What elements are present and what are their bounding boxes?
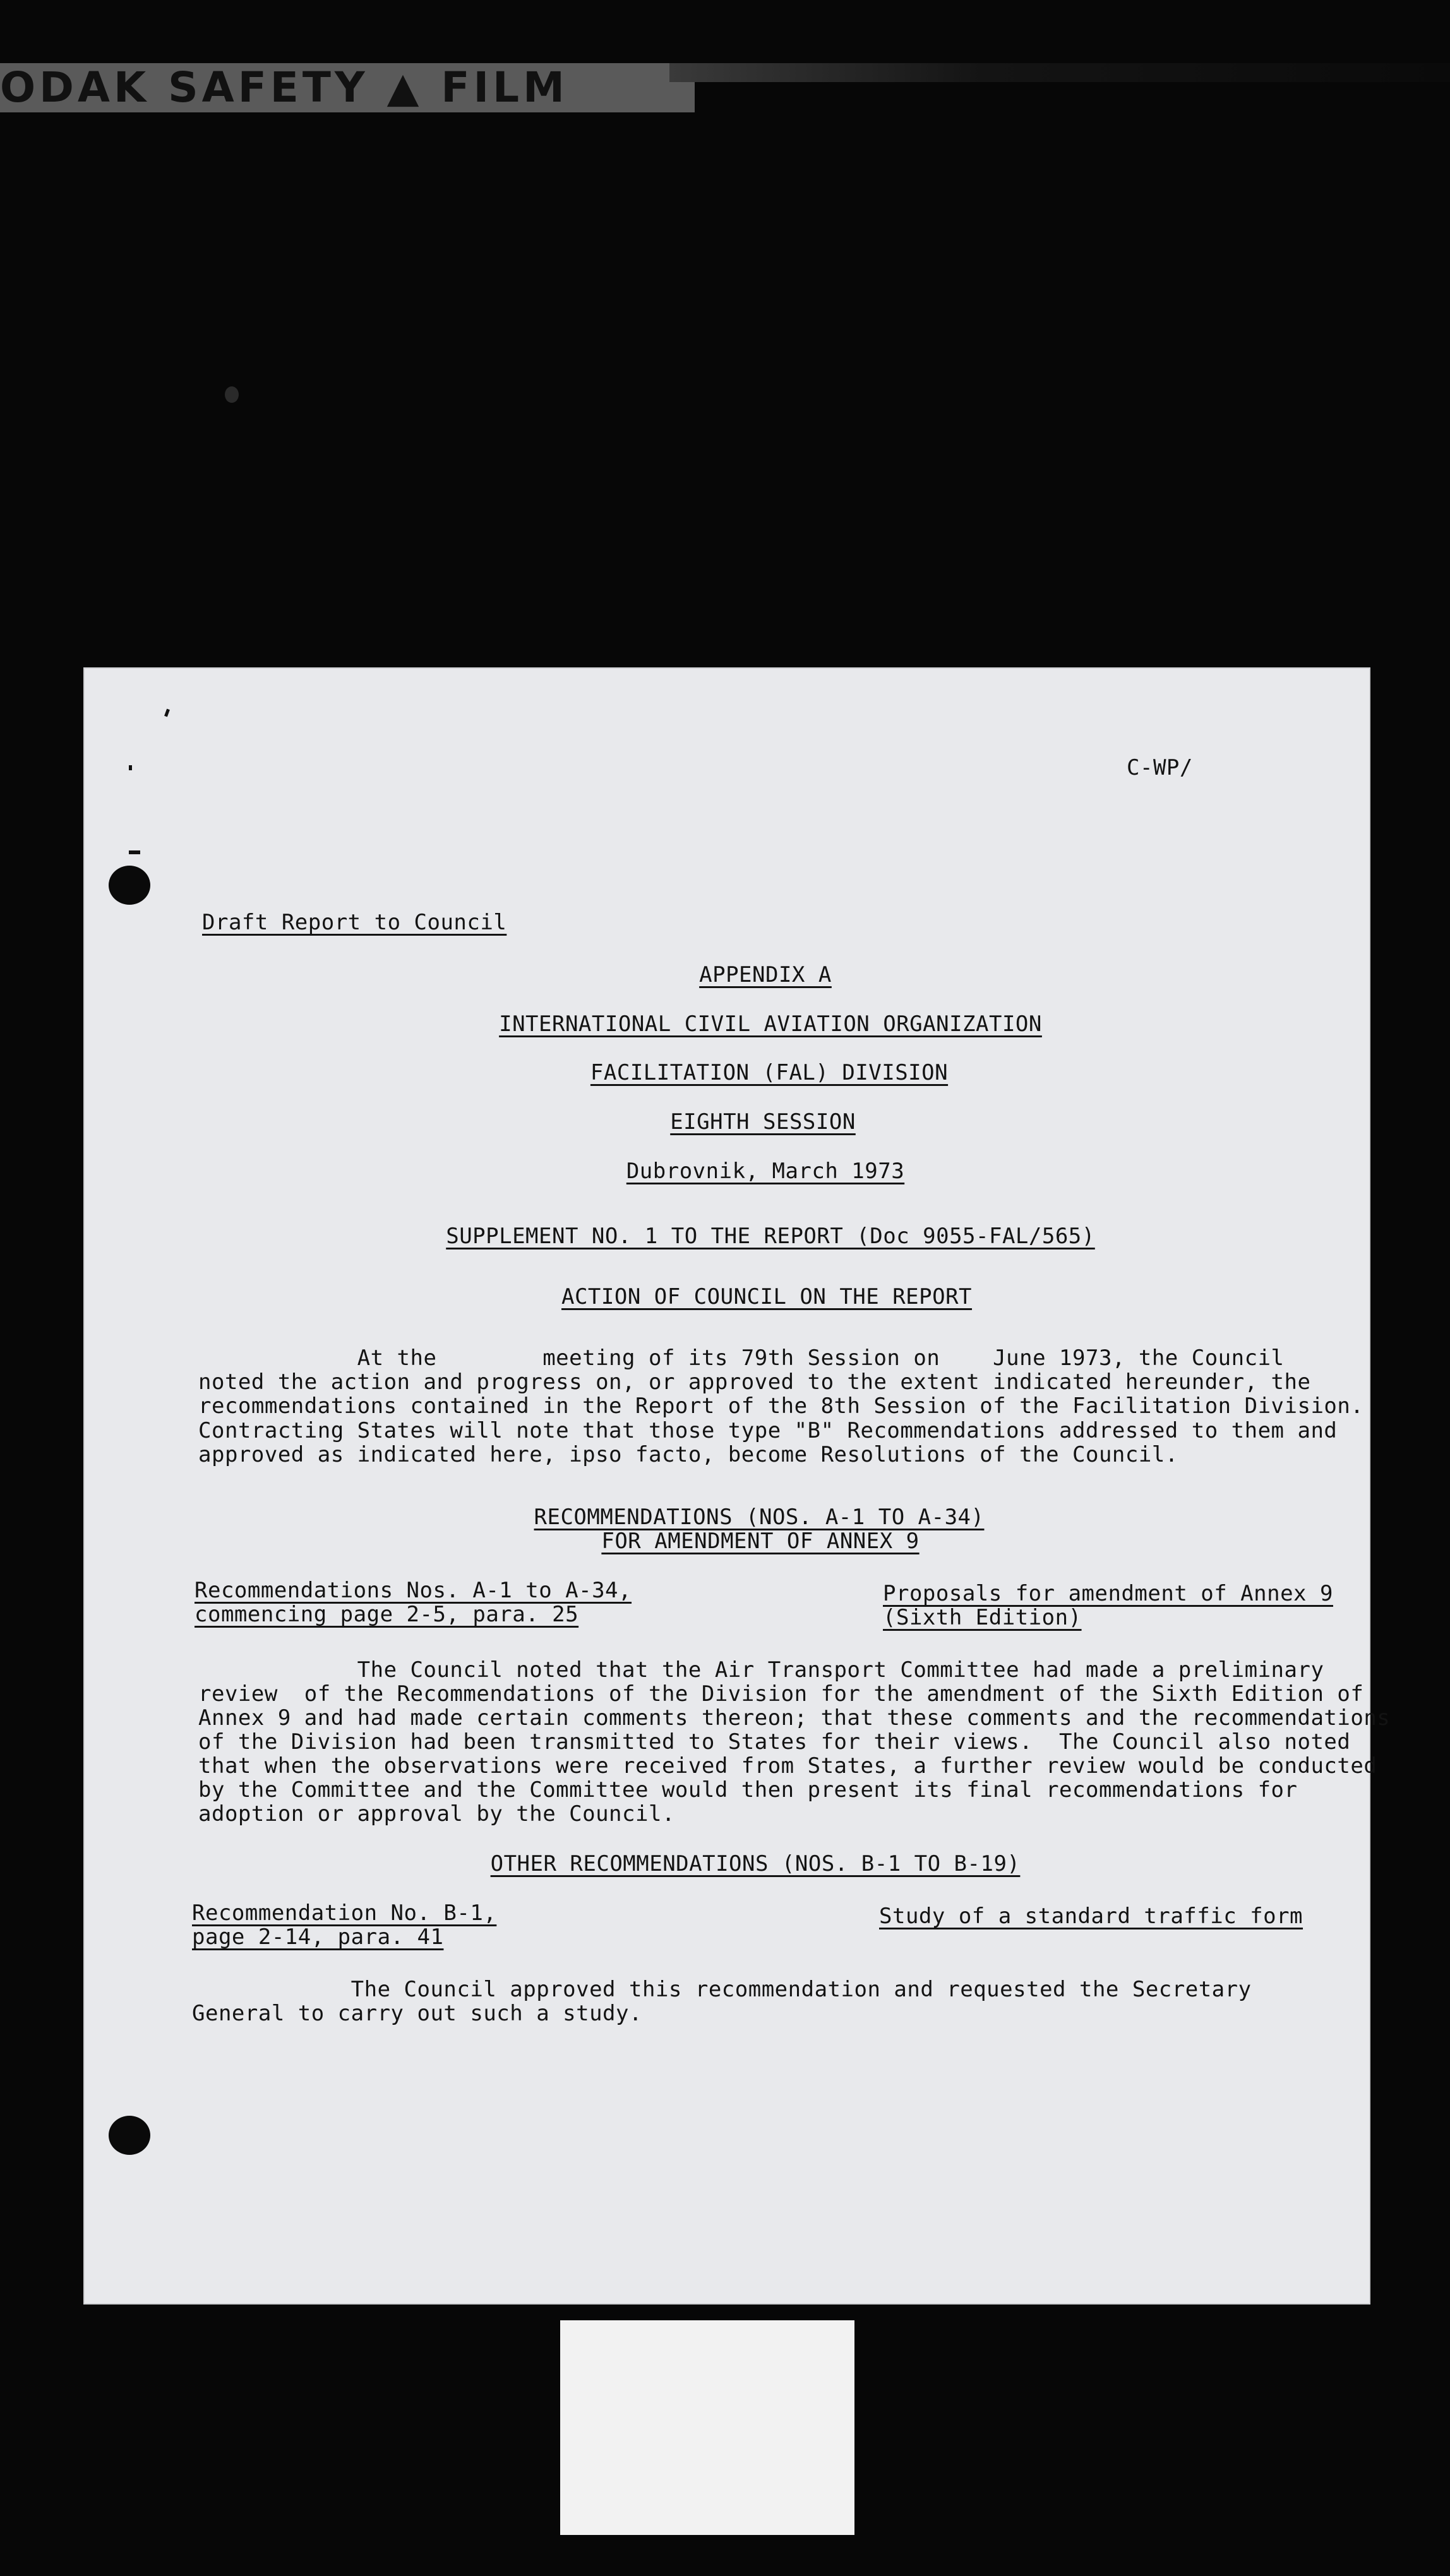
intro-line: At the meeting of its 79th Session on June 1973, the Council — [198, 1345, 1285, 1371]
page-mark — [129, 850, 140, 854]
punch-hole-top — [109, 866, 150, 905]
punch-hole-bottom — [109, 2116, 150, 2155]
section-a-heading-line2: FOR AMENDMENT OF ANNEX 9 — [601, 1529, 920, 1554]
section-a-subject-line1: Proposals for amendment of Annex 9 — [883, 1581, 1333, 1606]
intro-line: noted the action and progress on, or approved to the extent indicated hereunder, the — [198, 1369, 1311, 1395]
document-reference: C-WP/ — [1127, 755, 1193, 780]
intro-line: recommendations contained in the Report of the 8th Session of the Facilitation Division. — [198, 1393, 1364, 1419]
section-b-line: The Council approved this recommendation and requested the Secretary — [192, 1977, 1252, 2002]
intro-line: Contracting States will note that those type "B" Recommendations addressed to them and — [198, 1418, 1338, 1443]
section-a-heading-line1: RECOMMENDATIONS (NOS. A-1 TO A-34) — [534, 1505, 985, 1530]
section-a-ref-line2: commencing page 2-5, para. 25 — [195, 1602, 579, 1627]
section-b-ref-line2: page 2-14, para. 41 — [192, 1924, 444, 1950]
draft-label: Draft Report to Council — [202, 910, 507, 935]
appendix-title: APPENDIX A — [699, 962, 832, 987]
film-edge-fade — [669, 63, 1450, 82]
section-a-line: adoption or approval by the Council. — [198, 1801, 675, 1827]
section-a-subject-line2: (Sixth Edition) — [883, 1605, 1082, 1630]
page-mark — [164, 709, 170, 717]
document-page — [83, 667, 1391, 2305]
section-b-ref-line1: Recommendation No. B-1, — [192, 1900, 497, 1926]
film-speck — [225, 386, 239, 403]
section-a-line: review of the Recommendations of the Division for the amendment of the Sixth Edition of — [198, 1681, 1364, 1707]
section-b-heading: OTHER RECOMMENDATIONS (NOS. B-1 TO B-19) — [490, 1851, 1021, 1876]
organization-title: INTERNATIONAL CIVIL AVIATION ORGANIZATION — [499, 1011, 1042, 1037]
blank-card — [560, 2320, 854, 2535]
intro-line: approved as indicated here, ipso facto, become Resolutions of the Council. — [198, 1442, 1178, 1467]
film-edge-imprint: ODAK SAFETY ▲ FILM — [0, 63, 695, 112]
section-a-line: that when the observations were received from States, a further review would be conducted — [198, 1753, 1377, 1779]
section-a-ref-line1: Recommendations Nos. A-1 to A-34, — [195, 1578, 632, 1603]
division-title: FACILITATION (FAL) DIVISION — [590, 1060, 949, 1085]
supplement-title: SUPPLEMENT NO. 1 TO THE REPORT (Doc 9055-FAL/565) — [446, 1224, 1095, 1249]
section-b-line: General to carry out such a study. — [192, 2001, 642, 2026]
place-date: Dubrovnik, March 1973 — [626, 1159, 905, 1184]
section-a-line: Annex 9 and had made certain comments thereon; that these comments and the recommendations — [198, 1705, 1391, 1731]
section-a-line: The Council noted that the Air Transport Committee had made a preliminary — [198, 1657, 1324, 1683]
section-a-line: by the Committee and the Committee would then present its final recommendations for — [198, 1777, 1298, 1803]
section-b-subject: Study of a standard traffic form — [879, 1904, 1303, 1929]
page-mark — [129, 765, 132, 770]
action-heading: ACTION OF COUNCIL ON THE REPORT — [561, 1284, 973, 1309]
section-a-line: of the Division had been transmitted to States for their views. The Council also noted — [198, 1729, 1351, 1755]
session-title: EIGHTH SESSION — [670, 1109, 856, 1135]
